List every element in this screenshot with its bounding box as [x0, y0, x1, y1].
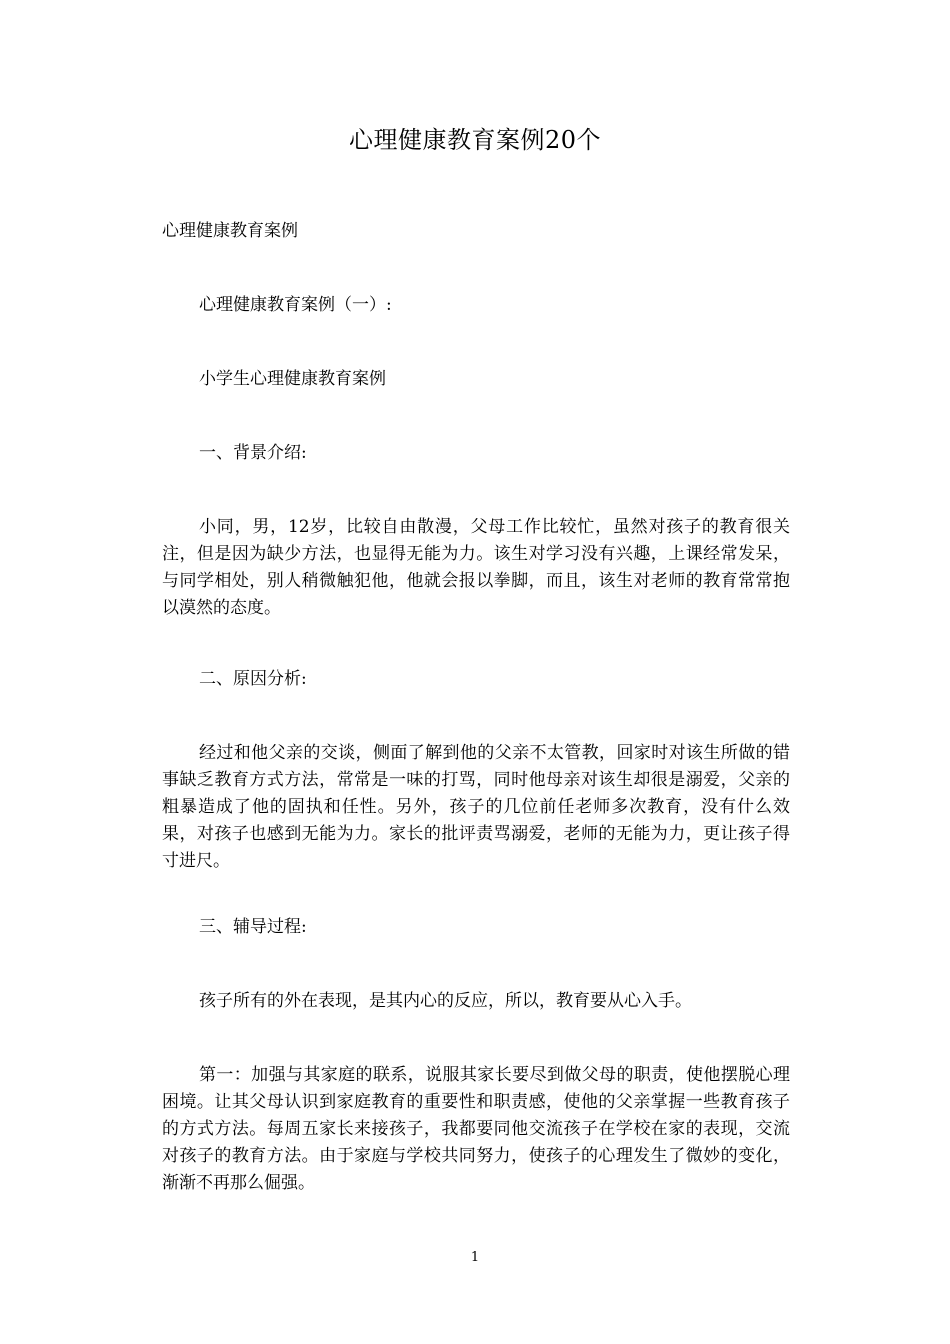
page-number: 1 — [470, 1250, 480, 1265]
background-paragraph: 小同，男，12岁，比较自由散漫，父母工作比较忙，虽然对孩子的教育很关注，但是因为缺少方法，也显得无能为力。该生对学习没有兴趣，上课经常发呆，与同学相处，别人稍微触犯他，他就会报以拳脚，而且，该生对老师的教育常常抱以漠然的态度。 — [162, 517, 790, 618]
cause-paragraph: 经过和他父亲的交谈，侧面了解到他的父亲不太管教，回家时对该生所做的错事缺乏教育方式方法，常常是一味的打骂，同时他母亲对该生却很是溺爱，父亲的粗暴造成了他的固执和任性。另外，孩子的几位前任老师多次教育，没有什么效果，对孩子也感到无能为力。家长的批评责骂溺爱，老师的无能为力，更让孩子得寸进尺。 — [162, 743, 790, 871]
process-intro-paragraph: 孩子所有的外在表现，是其内心的反应，所以，教育要从心入手。 — [199, 991, 692, 1011]
cause-heading: 二、原因分析: — [199, 669, 307, 689]
document-title: 心理健康教育案例20个 — [348, 126, 602, 154]
section-heading: 心理健康教育案例 — [162, 221, 298, 241]
case-subtitle: 小学生心理健康教育案例 — [199, 369, 386, 389]
background-heading: 一、背景介绍: — [199, 443, 307, 463]
process-heading: 三、辅导过程: — [199, 917, 307, 937]
step-one-paragraph: 第一：加强与其家庭的联系，说服其家长要尽到做父母的职责，使他摆脱心理困境。让其父母认识到家庭教育的重要性和职责感，使他的父亲掌握一些教育孩子的方式方法。每周五家长来接孩子，我都要同他交流孩子在学校在家的表现，交流对孩子的教育方法。由于家庭与学校共同努力，使孩子的心理发生了微妙的变化，渐渐不再那么倔强。 — [162, 1065, 790, 1193]
case-heading: 心理健康教育案例（一）: — [199, 295, 392, 315]
